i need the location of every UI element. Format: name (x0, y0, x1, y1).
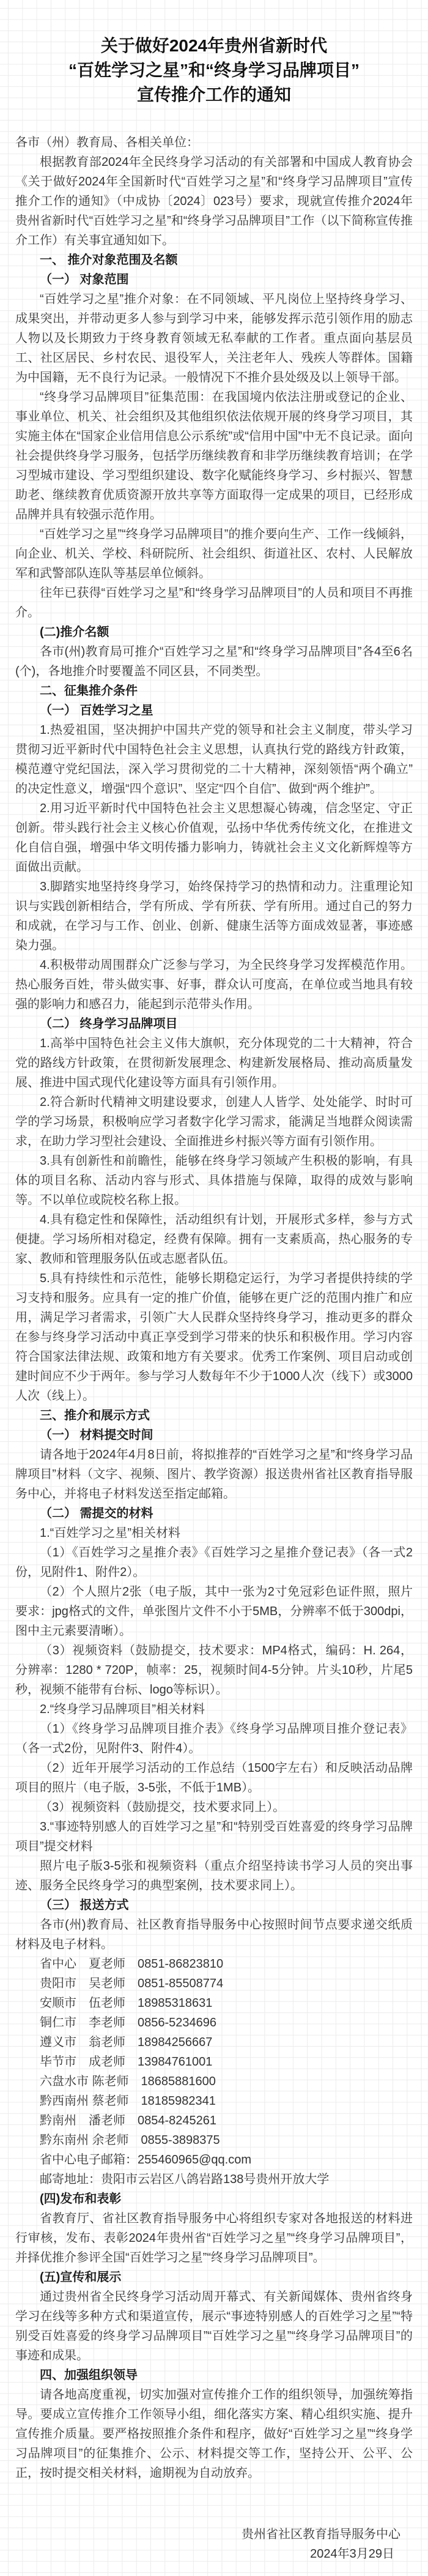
contact-line: 省中心 夏老师 0851-86823810 (40, 1957, 224, 1971)
paragraph: 4.积极带动周围群众广泛参与学习，为全民终身学习发挥模范作用。热心服务百姓，带头做实事、好事，群众认可度高，在单位或当地具有较强的影响力和感召力，能起到示范带头作用。 (15, 958, 413, 1011)
contact-line: 遵义市 翁老师 18984256667 (40, 2036, 213, 2049)
paragraph: （1）《百姓学习之星推介表》《百姓学习之星推介登记表》（各一式2份，见附件1、附件2）。 (15, 1546, 413, 1579)
subsection-heading: （三） 报送方式 (40, 1898, 129, 1912)
subsection-heading: （一） 材料提交时间 (40, 1428, 153, 1442)
paragraph: 通过贵州省全民终身学习活动周开幕式、有关新闻媒体、贵州省终身学习在线等多种方式和渠道宣传，展示“事迹特别感人的百姓学习之星”“特别受百姓喜爱的终身学习品牌项目”“百姓学习之星”“终身学习品牌项目”的事迹和成果。 (15, 2290, 413, 2362)
paragraph: 2.“终身学习品牌项目”相关材料 (40, 1703, 205, 1716)
signature: 贵州省社区教育指导服务中心 (242, 2528, 400, 2541)
subsection-heading: (二)推介名额 (40, 625, 109, 639)
contact-line: 安顺市 伍老师 18985318631 (40, 1996, 213, 2010)
section-heading: 四、加强组织领导 (40, 2369, 138, 2382)
contact-line: 邮寄地址：贵阳市云岩区八鸽岩路138号贵州开放大学 (40, 2173, 330, 2186)
doc-title-line: 宣传推介工作的通知 (136, 85, 291, 104)
document-body (15, 34, 413, 2564)
paragraph: 各市(州)教育局可推介“百姓学习之星”和“终身学习品牌项目”各4至6名(个)，各地推介时要覆盖不同区县，不同类型。 (15, 645, 413, 678)
section-heading: 一、 推介对象范围及名额 (40, 253, 178, 267)
paragraph: 请各地高度重视，切实加强对宣传推介工作的组织领导，加强统筹指导。要成立宣传推介工作领导小组，细化落实方案、精心组织实施、提升宣传推介质量。要严格按照推介条件和程序，做好“百姓学习之星”“终身学习品牌项目”的征集推介、公示、材料提交等工作，坚持公开、公平、公正，按时提交相关材料，逾期视为自动放弃。 (15, 2388, 413, 2480)
paragraph: 往年已获得“百姓学习之星”和“终身学习品牌项目”的人员和项目不再推介。 (15, 586, 413, 619)
paragraph: 5.具有持续性和示范性，能够长期稳定运行，为学习者提供持续的学习支持和服务。应具有一定的推广价值，能够在更广泛的范围内推广和应用，满足学习者需求，引领广大人民群众坚持终身学习，推动更多的群众在参与终身学习活动中真正享受到学习带来的快乐和积极作用。学习内容符合国家法律法规、政策和地方有关要求。优秀工作案例、项目启动或创建时间应不少于两年。参与学习人数每年不少于1000人次（线下）或3000人次（线上）。 (15, 1272, 413, 1403)
paragraph: 3.具有创新性和前瞻性，能够在终身学习领域产生积极的影响，有具体的项目名称、活动内容与形式、具体措施与保障，取得的成效与影响等。不以单位或院校名称上报。 (15, 1154, 413, 1207)
paragraph: 3.“事迹特别感人的百姓学习之星”和“特别受百姓喜爱的终身学习品牌项目”提交材料 (15, 1820, 413, 1853)
subsection-heading: （二） 需提交的材料 (40, 1507, 153, 1520)
subsection-heading: （二） 终身学习品牌项目 (40, 1017, 178, 1031)
contact-line: 贵阳市 吴老师 0851-85508774 (40, 1977, 224, 1990)
contact-line: 黔南州 潘老师 0854-8245261 (40, 2114, 217, 2127)
paragraph: 1.热爱祖国，坚决拥护中国共产党的领导和社会主义制度，带头学习贯彻习近平新时代中国特色社会主义思想，认真执行党的路线方针政策，模范遵守党纪国法，深入学习贯彻党的二十大精神，深刻领悟“两个确立”的决定性意义，增强“四个意识”、坚定“四个自信”、做到“两个维护”。 (15, 723, 413, 796)
section-heading: 二、征集推介条件 (40, 684, 138, 698)
paragraph: 1.“百姓学习之星”相关材料 (40, 1526, 180, 1540)
paragraph: （2）个人照片2张（电子版，其中一张为2寸免冠彩色证件照，照片要求：jpg格式的文件，单张图片文件不小于5MB，分辨率不低于300dpi，图中主元素要清晰）。 (15, 1585, 413, 1638)
doc-title-line: “百姓学习之星”和“终身学习品牌项目” (68, 61, 360, 80)
subsection-heading: （一） 百姓学习之星 (40, 704, 153, 717)
contact-line: 毕节市 成老师 13984761001 (40, 2055, 213, 2069)
subsection-heading: （一） 对象范围 (40, 273, 129, 286)
doc-title-line: 关于做好2024年贵州省新时代 (100, 36, 328, 55)
paragraph: （2）近年开展学习活动的工作总结（1500字左右）和反映活动品牌项目的照片（电子版，3-5张，不低于1MB）。 (15, 1761, 413, 1794)
paragraph: 请各地于2024年4月8日前，将拟推荐的“百姓学习之星”和“终身学习品牌项目”材料（文字、视频、图片、教学资源）报送贵州省社区教育指导服务中心，并将电子材料发送至指定邮箱。 (15, 1448, 413, 1501)
paragraph: 2.用习近平新时代中国特色社会主义思想凝心铸魂，信念坚定、守正创新。带头践行社会主义核心价值观，弘扬中华优秀传统文化，在推进文化自信自强，增强中华文明传播力影响力，铸就社会主义文化新辉煌等方面做出贡献。 (15, 802, 413, 874)
paragraph: 各市(州)教育局、社区教育指导服务中心按照时间节点要求递交纸质材料及电子材料。 (15, 1918, 413, 1951)
paragraph: （3）视频资料（鼓励提交，技术要求同上）。 (40, 1801, 286, 1814)
contact-line: 省中心电子邮箱：255460965@qq.com (40, 2153, 251, 2167)
subsection-heading: (五)宣传和展示 (40, 2271, 122, 2284)
paragraph: （3）视频资料（鼓励提交，技术要求：MP4格式，编码：H. 264，分辨率：1280 * 720P，帧率：25，视频时间4-5分钟。片头10秒，片尾5秒，视频不能带有台标、logo等标识）。 (15, 1644, 413, 1697)
subsection-heading: (四)发布和表彰 (40, 2192, 122, 2206)
paragraph: 省教育厅、省社区教育指导服务中心将组织专家对各地报送的材料进行审核，发布、表彰2024年贵州省“百姓学习之星”“终身学习品牌项目”，并择优推介参评全国“百姓学习之星”“终身学习品牌项目”。 (15, 2212, 413, 2264)
signature-date: 2024年3月29日 (310, 2547, 394, 2561)
section-heading: 三、推介和展示方式 (40, 1409, 150, 1422)
paragraph: 根据教育部2024年全民终身学习活动的有关部署和中国成人教育协会《关于做好2024年全国新时代“百姓学习之星”和“终身学习品牌项目”宣传推介工作的通知》（中成协〔2024〕023号）要求，现就宣传推介2024年贵州省新时代“百姓学习之星”和“终身学习品牌项目”工作（以下简称宣传推介工作）有关事宜通知如下。 (15, 155, 413, 247)
contact-line: 黔西南州 蔡老师 18185982341 (40, 2094, 216, 2108)
paragraph: “终身学习品牌项目”征集范围：在我国境内依法注册或登记的企业、事业单位、机关、社会组织及其他组织依法依规开展的终身学习项目，其实施主体在“国家企业信用信息公示系统”或“信用中国”中无不良记录。面向社会提供终身学习服务，包括学历继续教育和非学历继续教育培训；在学习型城市建设、学习型组织建设、数字化赋能终身学习、乡村振兴、智慧助老、继续教育优质资源开放共享等方面取得一定成果的项目，已经形成品牌并具有较强示范作用。 (15, 390, 413, 521)
paragraph: “百姓学习之星”“终身学习品牌项目”的推介要向生产、工作一线倾斜，向企业、机关、学校、科研院所、社会组织、街道社区、农村、人民解放军和武警部队连队等基层单位倾斜。 (15, 528, 413, 580)
salutation: 各市（州）教育局、各相关单位： (15, 136, 199, 149)
contact-line: 黔东南州 余老师 0855-3898375 (40, 2134, 220, 2147)
paragraph: “百姓学习之星”推介对象：在不同领域、平凡岗位上坚持终身学习、成果突出，并带动更多人参与到学习中来，能够发挥示范引领作用的励志人物以及长期致力于终身教育领域无私奉献的工作者。重点面向基层员工、社区居民、乡村农民、退役军人，关注老年人、残疾人等群体。国籍为中国籍，无不良行为记录。一般情况下不推介县处级及以上领导干部。 (15, 293, 413, 384)
paragraph: 照片电子版3-5张和视频资料（重点介绍坚持读书学习人员的突出事迹、服务全民终身学习的典型案例，技术要求同上）。 (15, 1859, 413, 1892)
contact-line: 铜仁市 李老师 0856-5234696 (40, 2016, 217, 2029)
paragraph: 3.脚踏实地坚持终身学习，始终保持学习的热情和动力。注重理论知识与实践创新相结合，学有所成、学有所获、学有所用。通过自己的努力和成就，在学习与工作、创业、创新、健康生活等方面成效显著，事迹感染力强。 (15, 880, 413, 952)
paragraph: 4.具有稳定性和保障性，活动组织有计划，开展形式多样，参与方式便捷。学习场所相对稳定，经费有保障。拥有一支素质高，热心服务的专家、教师和管理服务队伍或志愿者队伍。 (15, 1213, 413, 1266)
paragraph: （1）《终身学习品牌项目推介表》《终身学习品牌项目推介登记表》（各一式2份，见附件3、附件4）。 (15, 1722, 413, 1755)
paragraph: 2.符合新时代精神文明建设要求，创建人人皆学、处处能学、时时可学的学习场景，积极响应学习者数字化学习需求，能满足当地群众阅读需求，在助力学习型社会建设、全面推进乡村振兴等方面有引领作用。 (15, 1096, 413, 1148)
paragraph: 1.高举中国特色社会主义伟大旗帜，充分体现党的二十大精神，符合党的路线方针政策，在贯彻新发展理念、构建新发展格局、推动高质量发展、推进中国式现代化建设等方面具有引领作用。 (15, 1037, 413, 1089)
contact-line: 六盘水市 陈老师 18685881600 (40, 2075, 216, 2088)
